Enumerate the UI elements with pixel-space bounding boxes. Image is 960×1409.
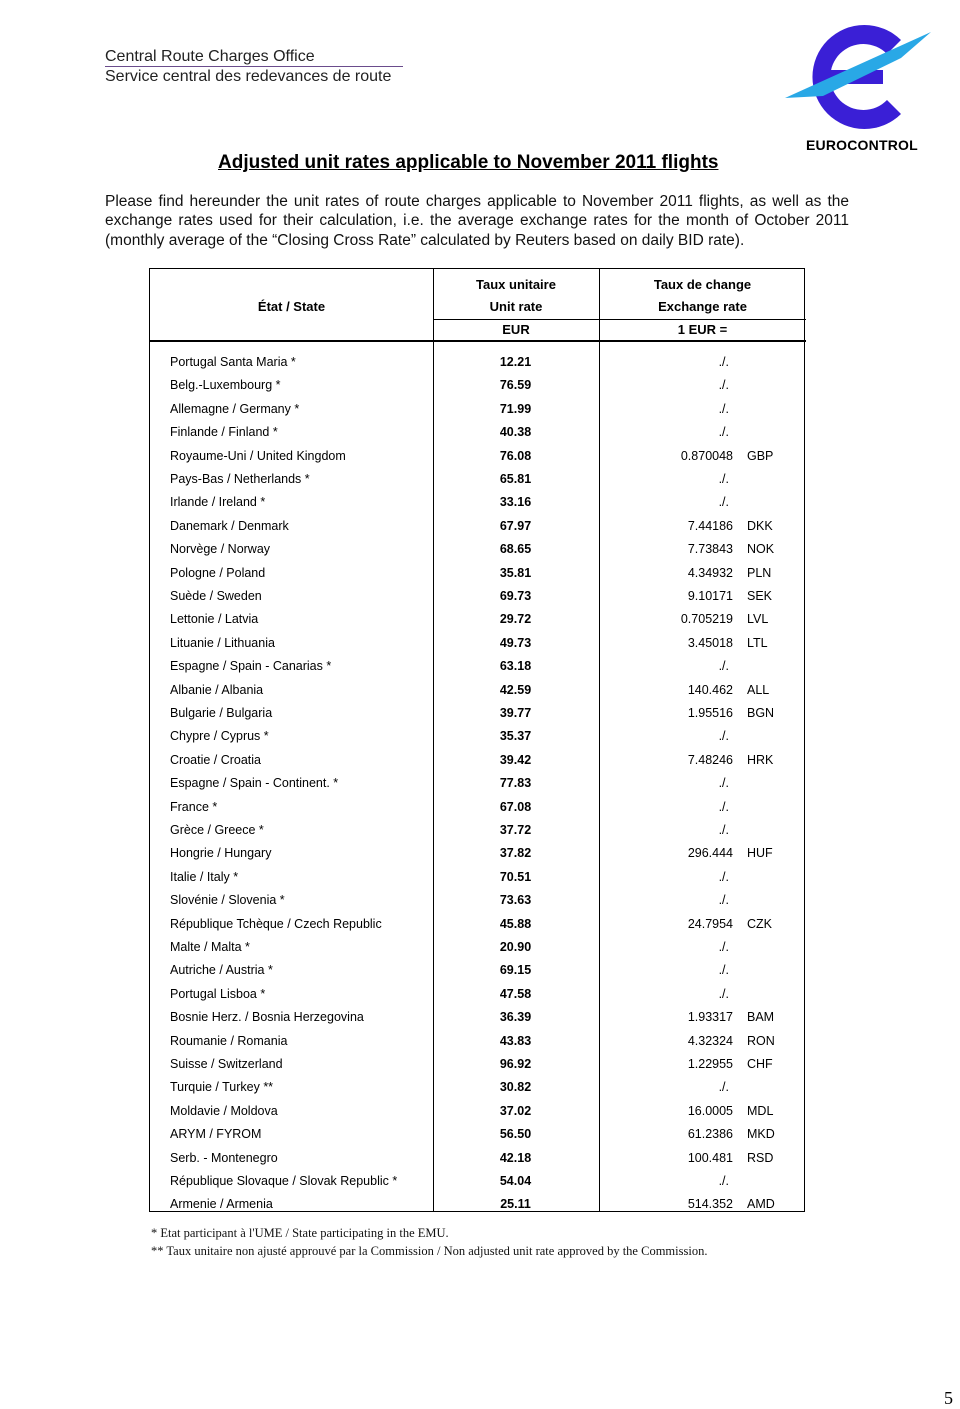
exchange-rate-value: 514.352 bbox=[687, 1197, 733, 1212]
currency-code: PLN bbox=[747, 565, 772, 580]
unit-rate-value: 20.90 bbox=[499, 940, 532, 954]
exchange-rate-value: ./. bbox=[718, 472, 729, 486]
table-row bbox=[150, 796, 806, 819]
unit-rate-value: 25.11 bbox=[500, 1197, 531, 1212]
exchange-rate-value: ./. bbox=[718, 1174, 729, 1188]
unit-rate-value: 37.72 bbox=[499, 823, 532, 837]
table-row bbox=[150, 1076, 806, 1099]
unit-rate-value: 36.39 bbox=[499, 1010, 532, 1025]
state-name: Turquie / Turkey ** bbox=[170, 1080, 274, 1095]
exchange-rate-value: ./. bbox=[718, 893, 729, 908]
exchange-rate-value: 4.34932 bbox=[687, 565, 733, 580]
state-name: Finlande / Finland * bbox=[170, 425, 278, 440]
state-name: Norvège / Norway bbox=[170, 542, 271, 557]
currency-code: RSD bbox=[747, 1150, 774, 1165]
table-row bbox=[150, 445, 806, 468]
currency-code: GBP bbox=[747, 448, 774, 463]
exchange-rate-value: 140.462 bbox=[687, 682, 733, 697]
currency-code: DKK bbox=[747, 518, 773, 533]
currency-code: AMD bbox=[747, 1197, 775, 1212]
unit-rate-value: 76.59 bbox=[499, 378, 532, 393]
table-row bbox=[150, 398, 806, 421]
table-row bbox=[150, 1006, 806, 1029]
currency-code: LVL bbox=[747, 612, 769, 627]
unit-rate-value: 54.04 bbox=[499, 1174, 532, 1188]
exchange-rate-value: 100.481 bbox=[687, 1150, 733, 1165]
exchange-rate-value: ./. bbox=[718, 823, 729, 837]
state-name: Royaume-Uni / United Kingdom bbox=[170, 448, 346, 463]
table-row bbox=[150, 632, 806, 655]
state-name: Hongrie / Hungary bbox=[170, 846, 272, 861]
footnote-commission: ** Taux unitaire non ajusté approuvé par la Commission / Non adjusted unit rate approved by the Commission. bbox=[151, 1244, 708, 1258]
unit-rate-value: 12.21 bbox=[499, 355, 532, 369]
currency-code: MDL bbox=[747, 1103, 774, 1118]
exchange-rate-value: 4.32324 bbox=[687, 1033, 733, 1048]
currency-code: LTL bbox=[747, 635, 768, 650]
exchange-rate-value: ./. bbox=[718, 1080, 729, 1095]
currency-code: CHF bbox=[747, 1057, 773, 1071]
unit-rate-value: 39.42 bbox=[499, 752, 532, 767]
table-row bbox=[150, 1193, 806, 1216]
exchange-rate-value: ./. bbox=[718, 425, 729, 440]
unit-rate-value: 76.08 bbox=[499, 448, 532, 463]
exchange-rate-value: ./. bbox=[718, 963, 729, 978]
unit-rate-value: 39.77 bbox=[499, 706, 532, 720]
table-row bbox=[150, 936, 806, 959]
state-name: Pays-Bas / Netherlands * bbox=[170, 472, 310, 486]
table-row bbox=[150, 562, 806, 585]
exchange-rate-value: ./. bbox=[718, 355, 729, 369]
currency-code: RON bbox=[747, 1033, 775, 1048]
state-name: Bulgarie / Bulgaria bbox=[170, 706, 273, 720]
table-row bbox=[150, 421, 806, 444]
exchange-rate-value: ./. bbox=[718, 986, 729, 1001]
header-exchange-fr: Taux de change bbox=[653, 277, 752, 292]
state-name: Danemark / Denmark bbox=[170, 518, 289, 533]
table-row bbox=[150, 655, 806, 678]
state-name: Slovénie / Slovenia * bbox=[170, 893, 285, 908]
table-row bbox=[150, 374, 806, 397]
exchange-rate-value: ./. bbox=[718, 940, 729, 954]
unit-rate-value: 68.65 bbox=[499, 542, 532, 557]
table-row bbox=[150, 515, 806, 538]
currency-code: MKD bbox=[747, 1127, 775, 1142]
state-name: Portugal Santa Maria * bbox=[170, 355, 296, 369]
table-row bbox=[150, 1030, 806, 1053]
state-name: République Tchèque / Czech Republic bbox=[170, 916, 382, 931]
unit-rate-value: 49.73 bbox=[499, 635, 532, 650]
exchange-rate-value: 0.870048 bbox=[680, 448, 733, 463]
header-exchange-en: Exchange rate bbox=[658, 299, 747, 314]
unit-rate-value: 35.81 bbox=[499, 565, 532, 580]
logo-wordmark: EUROCONTROL bbox=[806, 137, 918, 153]
unit-rate-value: 35.37 bbox=[499, 729, 532, 744]
state-name: Grèce / Greece * bbox=[170, 823, 264, 837]
state-name: Espagne / Spain - Canarias * bbox=[170, 659, 332, 674]
office-name bbox=[105, 47, 403, 86]
unit-rate-value: 37.82 bbox=[499, 846, 532, 861]
exchange-rate-value: 7.48246 bbox=[687, 752, 733, 767]
header-unit-rate-unit: EUR bbox=[502, 322, 530, 337]
exchange-rate-value: 0.705219 bbox=[680, 612, 733, 627]
currency-code: NOK bbox=[747, 542, 775, 557]
unit-rate-value: 96.92 bbox=[499, 1057, 532, 1071]
page-number: 5 bbox=[944, 1388, 953, 1408]
table-row bbox=[150, 608, 806, 631]
table-row bbox=[150, 1100, 806, 1123]
state-name: République Slovaque / Slovak Republic * bbox=[170, 1174, 398, 1188]
header-exchange-unit: 1 EUR = bbox=[677, 322, 728, 337]
exchange-rate-value: ./. bbox=[718, 729, 729, 744]
table-row bbox=[150, 491, 806, 514]
exchange-rate-value: ./. bbox=[718, 401, 729, 416]
office-name-en: Central Route Charges Office bbox=[105, 47, 403, 67]
state-name: Albanie / Albania bbox=[170, 682, 264, 697]
exchange-rate-value: ./. bbox=[718, 495, 729, 510]
state-name: Irlande / Ireland * bbox=[170, 495, 266, 510]
exchange-rate-value: ./. bbox=[718, 378, 729, 393]
unit-rate-value: 67.08 bbox=[499, 799, 532, 814]
footnote-emu: * Etat participant à l'UME / State participating in the EMU. bbox=[151, 1226, 449, 1240]
unit-rate-value: 42.18 bbox=[499, 1150, 532, 1165]
currency-code: BGN bbox=[747, 706, 775, 720]
table-row bbox=[150, 959, 806, 982]
unit-rates-table bbox=[149, 268, 805, 1212]
state-name: Moldavie / Moldova bbox=[170, 1103, 278, 1118]
state-name: Lettonie / Latvia bbox=[170, 612, 259, 627]
unit-rate-value: 45.88 bbox=[499, 916, 532, 931]
unit-rate-value: 67.97 bbox=[499, 518, 532, 533]
page-title: Adjusted unit rates applicable to November 2011 flights bbox=[218, 152, 719, 173]
exchange-rate-value: 296.444 bbox=[687, 846, 733, 861]
state-name: France * bbox=[170, 799, 218, 814]
office-name-fr: Service central des redevances de route bbox=[105, 68, 392, 85]
table-row bbox=[150, 679, 806, 702]
table-row bbox=[150, 819, 806, 842]
table-row bbox=[150, 983, 806, 1006]
state-name: Italie / Italy * bbox=[170, 869, 239, 884]
state-name: Portugal Lisboa * bbox=[170, 986, 266, 1001]
table-row bbox=[150, 772, 806, 795]
header-state: État / State bbox=[257, 299, 326, 314]
state-name: ARYM / FYROM bbox=[170, 1127, 262, 1142]
unit-rate-value: 77.83 bbox=[499, 776, 532, 791]
unit-rate-value: 69.73 bbox=[499, 589, 532, 603]
exchange-rate-value: 7.73843 bbox=[687, 542, 733, 557]
unit-rate-value: 56.50 bbox=[499, 1127, 532, 1142]
table-row bbox=[150, 538, 806, 561]
state-name: Croatie / Croatia bbox=[170, 752, 262, 767]
exchange-rate-value: 61.2386 bbox=[687, 1127, 733, 1142]
unit-rate-value: 43.83 bbox=[499, 1033, 532, 1048]
currency-code: HRK bbox=[747, 752, 774, 767]
currency-code: CZK bbox=[747, 916, 772, 931]
state-name: Serb. - Montenegro bbox=[170, 1150, 278, 1165]
state-name: Allemagne / Germany * bbox=[170, 401, 300, 416]
state-name: Lituanie / Lithuania bbox=[170, 635, 275, 650]
state-name: Suisse / Switzerland bbox=[170, 1057, 283, 1071]
header-unit-rate-fr: Taux unitaire bbox=[476, 277, 556, 292]
currency-code: SEK bbox=[747, 589, 773, 603]
unit-rate-value: 29.72 bbox=[499, 612, 532, 627]
table-row bbox=[150, 702, 806, 725]
exchange-rate-value: ./. bbox=[718, 659, 729, 674]
unit-rate-value: 42.59 bbox=[499, 682, 532, 697]
unit-rate-value: 30.82 bbox=[499, 1080, 532, 1095]
unit-rate-value: 69.15 bbox=[499, 963, 532, 978]
exchange-rate-value: 1.22955 bbox=[687, 1057, 733, 1071]
exchange-rate-value: 9.10171 bbox=[687, 589, 733, 603]
table-row bbox=[150, 749, 806, 772]
unit-rate-value: 37.02 bbox=[499, 1103, 532, 1118]
exchange-rate-value: 1.95516 bbox=[687, 706, 733, 720]
table-row bbox=[150, 913, 806, 936]
exchange-rate-value: 7.44186 bbox=[687, 518, 733, 533]
table-row bbox=[150, 842, 806, 865]
exchange-rate-value: 3.45018 bbox=[687, 635, 733, 650]
unit-rate-value: 63.18 bbox=[499, 659, 532, 674]
table-row bbox=[150, 725, 806, 748]
currency-code: BAM bbox=[747, 1010, 775, 1025]
table-row bbox=[150, 468, 806, 491]
unit-rate-value: 65.81 bbox=[499, 472, 532, 486]
eurocontrol-logo bbox=[783, 18, 933, 133]
table-row bbox=[150, 1170, 806, 1193]
table-row bbox=[150, 1123, 806, 1146]
currency-code: ALL bbox=[747, 682, 770, 697]
header-unit-rate-en: Unit rate bbox=[489, 299, 543, 314]
unit-rate-value: 71.99 bbox=[499, 401, 532, 416]
exchange-rate-value: 24.7954 bbox=[687, 916, 733, 931]
exchange-rate-value: 1.93317 bbox=[687, 1010, 733, 1025]
state-name: Malte / Malta * bbox=[170, 940, 250, 954]
table-row bbox=[150, 889, 806, 912]
table-row bbox=[150, 1053, 806, 1076]
state-name: Espagne / Spain - Continent. * bbox=[170, 776, 339, 791]
state-name: Roumanie / Romania bbox=[170, 1033, 288, 1048]
unit-rate-value: 47.58 bbox=[499, 986, 532, 1001]
exchange-rate-value: ./. bbox=[718, 869, 729, 884]
intro-paragraph: Please find hereunder the unit rates of route charges applicable to November 2011 flights, as well as the exchange rates used for their calculation, i.e. the average exchange rates for the month of October 2011 (monthly average of the “Closing Cross Rate” calculated by Reuters based on daily BID rate). bbox=[105, 193, 849, 249]
unit-rate-value: 33.16 bbox=[499, 495, 532, 510]
state-name: Chypre / Cyprus * bbox=[170, 729, 269, 744]
currency-code: HUF bbox=[747, 846, 773, 861]
state-name: Suède / Sweden bbox=[170, 589, 262, 603]
exchange-rate-value: ./. bbox=[718, 776, 729, 791]
state-name: Bosnie Herz. / Bosnia Herzegovina bbox=[170, 1010, 364, 1025]
table-row bbox=[150, 351, 806, 374]
unit-rate-value: 73.63 bbox=[499, 893, 532, 908]
state-name: Belg.-Luxembourg * bbox=[170, 378, 281, 393]
unit-rate-value: 40.38 bbox=[499, 425, 532, 440]
state-name: Armenie / Armenia bbox=[170, 1197, 273, 1212]
table-row bbox=[150, 585, 806, 608]
table-row bbox=[150, 866, 806, 889]
table-row bbox=[150, 1147, 806, 1170]
exchange-rate-value: ./. bbox=[718, 799, 729, 814]
state-name: Autriche / Austria * bbox=[170, 963, 273, 978]
exchange-rate-value: 16.0005 bbox=[687, 1103, 733, 1118]
state-name: Pologne / Poland bbox=[170, 565, 266, 580]
unit-rate-value: 70.51 bbox=[499, 869, 532, 884]
